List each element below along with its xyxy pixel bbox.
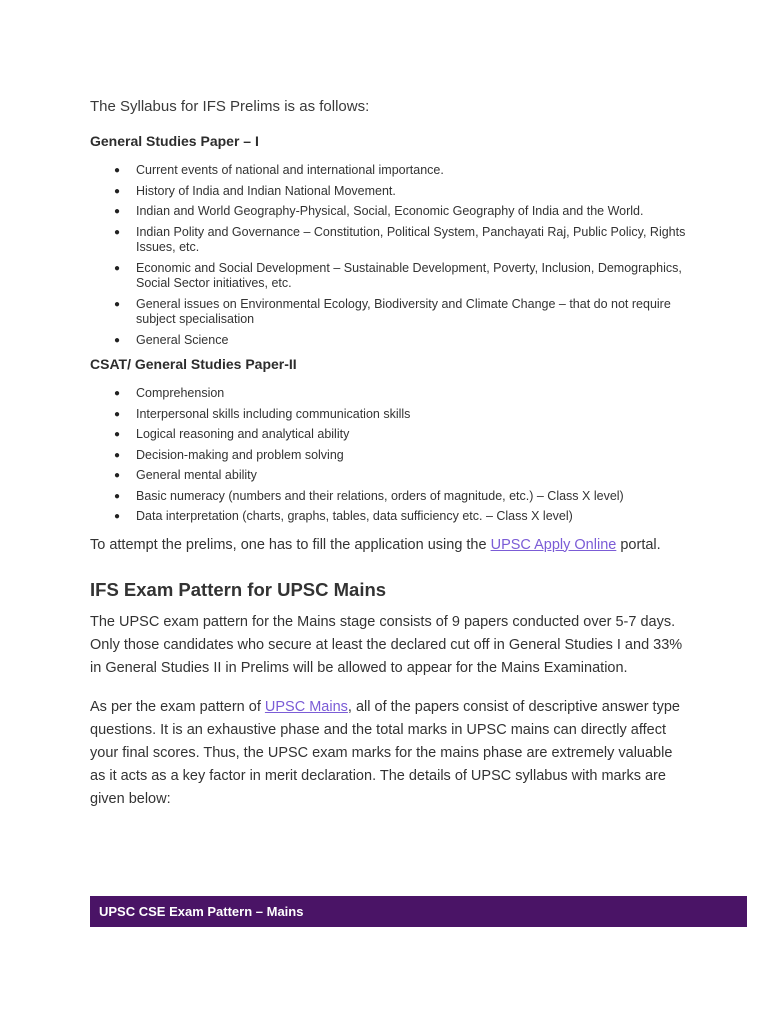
exam-pattern-table-header: UPSC CSE Exam Pattern – Mains [90,896,747,927]
bullet-icon: ● [114,334,121,346]
portal-paragraph [90,534,690,557]
article-content [90,96,690,811]
paper1-heading: General Studies Paper – I [90,133,259,149]
list-item: ● Indian and World Geography-Physical, Social, Economic Geography of India and the World. [114,204,644,218]
list-item: ● Decision-making and problem solving [114,447,344,462]
bullet-icon: ● [114,429,121,440]
bullet-icon: ● [114,470,121,481]
list-item: ● General issues on Environmental Ecology, Biodiversity and Climate Change – that do not require subject specialisation [114,296,671,326]
list-item: ● General mental ability [114,468,257,482]
upsc-mains-link[interactable]: UPSC Mains [264,698,348,715]
bullet-icon: ● [114,388,121,399]
bullet-icon: ● [114,298,121,310]
bullet-icon: ● [114,408,121,420]
list-item: ● Comprehension [114,386,225,400]
mains-paragraph-1: The UPSC exam pattern for the Mains stage consists of 9 papers conducted over 5-7 days. Only those candidates who secure at least the declared cut off in General Studies I and 33% in General Studies II in Prelims will be allowed to appear for the Mains Examination. [90,613,683,676]
portal-text-before: To attempt the prelims, one has to fill the application using the [90,536,491,553]
list-item: ● Logical reasoning and analytical ability [114,427,350,441]
list-item: ● Indian Polity and Governance – Constitution, Political System, Panchayati Raj, Public Policy, Rights Issues, etc. [114,224,686,254]
bullet-icon: ● [114,511,121,522]
bullet-icon: ● [114,206,121,217]
mains-para2-before: As per the exam pattern of [90,698,265,715]
bullet-icon: ● [114,449,121,461]
paper2-heading: CSAT/ General Studies Paper-II [90,356,297,372]
portal-text-after: portal. [616,536,661,553]
mains-para2-after: , all of the papers consist of descriptive answer type questions. It is an exhaustive phase and the total marks in UPSC mains can directly affect your final scores. Thus, the UPSC exam marks for the mains phase are extremely valuable as it acts as a key factor in merit declaration. The details of UPSC syllabus with marks are given below: [90,698,680,807]
paper2-list [90,386,690,525]
list-item: ● Economic and Social Development – Sustainable Development, Poverty, Inclusion, Demographics, Social Sector initiatives, etc. [114,260,682,290]
upsc-apply-online-link[interactable]: UPSC Apply Online [490,536,617,553]
bullet-icon: ● [114,226,121,238]
list-item: ● General Science [114,332,229,347]
list-item: ● Current events of national and international importance. [114,163,444,177]
bullet-icon: ● [114,165,121,176]
intro-text: The Syllabus for IFS Prelims is as follows: [90,98,370,115]
mains-heading: IFS Exam Pattern for UPSC Mains [90,578,387,600]
paper1-list [90,163,690,348]
list-item: ● Basic numeracy (numbers and their relations, orders of magnitude, etc.) – Class X level) [114,488,624,503]
list-item: ● Interpersonal skills including communication skills [114,406,411,421]
list-item: ● Data interpretation (charts, graphs, tables, data sufficiency etc. – Class X level) [114,509,573,523]
list-item: ● History of India and Indian National Movement. [114,183,396,198]
bullet-icon: ● [114,185,121,197]
mains-paragraph-2 [90,696,690,811]
bullet-icon: ● [114,490,121,502]
bullet-icon: ● [114,262,121,274]
